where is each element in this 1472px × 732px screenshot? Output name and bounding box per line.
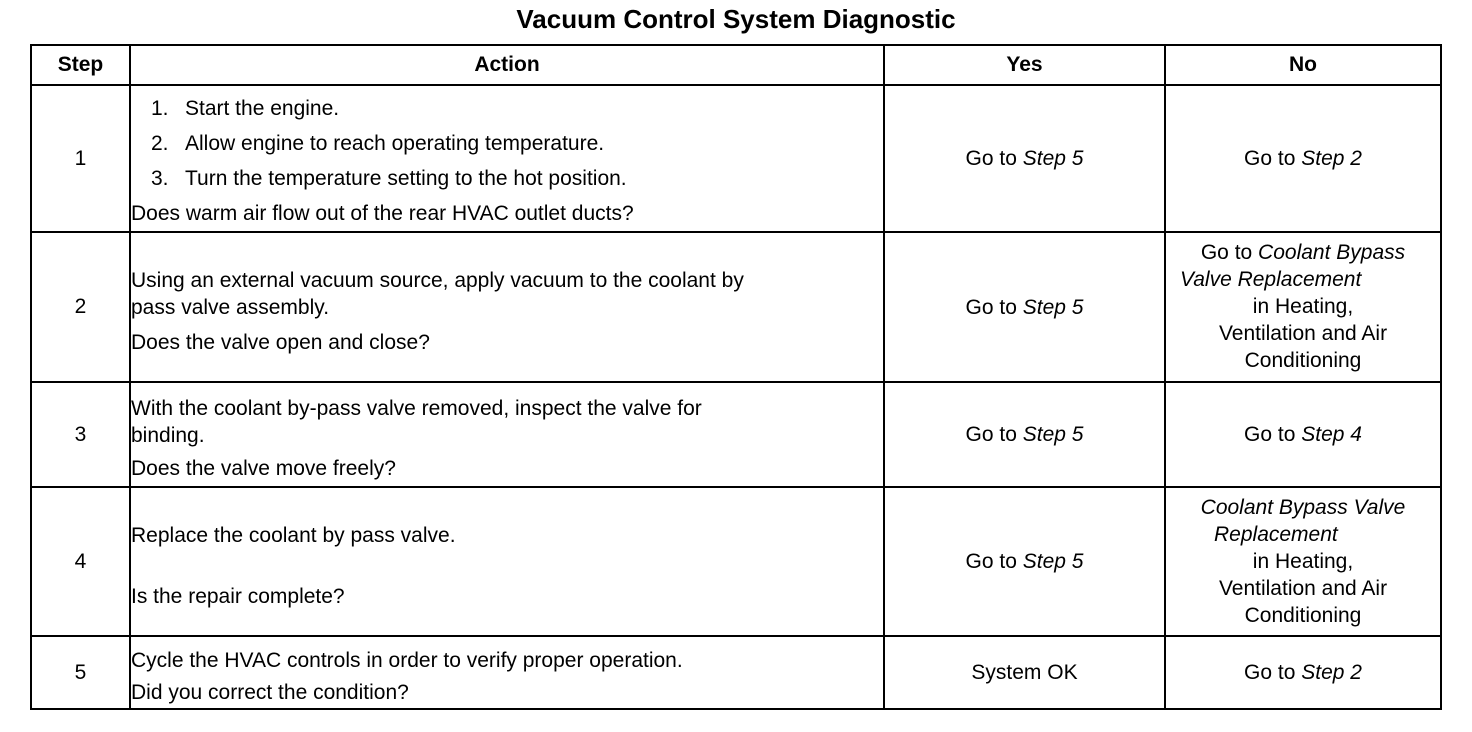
action-text: Replace the coolant by pass valve. [131,523,456,547]
header-row [31,45,1441,85]
action-cell [130,85,884,232]
action-cell [130,232,884,382]
step-number: 5 [31,636,130,709]
action-question: Does the valve move freely? [131,457,396,480]
action-text: Cycle the HVAC controls in order to verify proper operation. [131,649,683,672]
action-text: pass valve assembly. [131,295,330,319]
table-row [31,487,1441,636]
no-cell: Go to Step 2 [1165,85,1441,232]
table-row [31,636,1441,709]
header-action: Action [130,45,884,85]
action-question: Is the repair complete? [131,584,345,608]
step-number: 3 [31,382,130,487]
table-row [31,232,1441,382]
action-list-item: 3. Turn the temperature setting to the hot position. [151,166,627,190]
header-step: Step [31,45,130,85]
table-row [31,85,1441,232]
action-list-item: 1. Start the engine. [151,96,340,120]
diagnostic-table [30,44,1442,710]
step-number: 4 [31,487,130,636]
action-text: Using an external vacuum source, apply vacuum to the coolant by [131,268,744,292]
table-row [31,382,1441,487]
action-cell [130,636,884,709]
no-cell: Go to Step 4 [1165,382,1441,487]
no-cell: Go to Step 2 [1165,636,1441,709]
yes-cell: System OK [884,636,1165,709]
action-list-item: 2. Allow engine to reach operating temperature. [151,131,605,155]
action-question: Does warm air flow out of the rear HVAC outlet ducts? [131,201,634,225]
header-yes: Yes [884,45,1165,85]
yes-cell: Go to Step 5 [884,232,1165,382]
action-cell [130,382,884,487]
yes-cell: Go to Step 5 [884,382,1165,487]
action-question: Did you correct the condition? [131,681,409,704]
action-text: With the coolant by-pass valve removed, inspect the valve for [131,397,702,420]
step-number: 2 [31,232,130,382]
action-cell [130,487,884,636]
yes-cell: Go to Step 5 [884,487,1165,636]
action-text: binding. [131,424,205,447]
header-no: No [1165,45,1441,85]
no-cell: Go to Coolant Bypass Valve Replacement in Heating, Ventilation and Air Conditioning [1165,232,1441,382]
page-title: Vacuum Control System Diagnostic [516,4,956,34]
yes-cell: Go to Step 5 [884,85,1165,232]
action-question: Does the valve open and close? [131,330,430,354]
no-cell: Coolant Bypass Valve Replacement in Heating, Ventilation and Air Conditioning [1165,487,1441,636]
step-number: 1 [31,85,130,232]
